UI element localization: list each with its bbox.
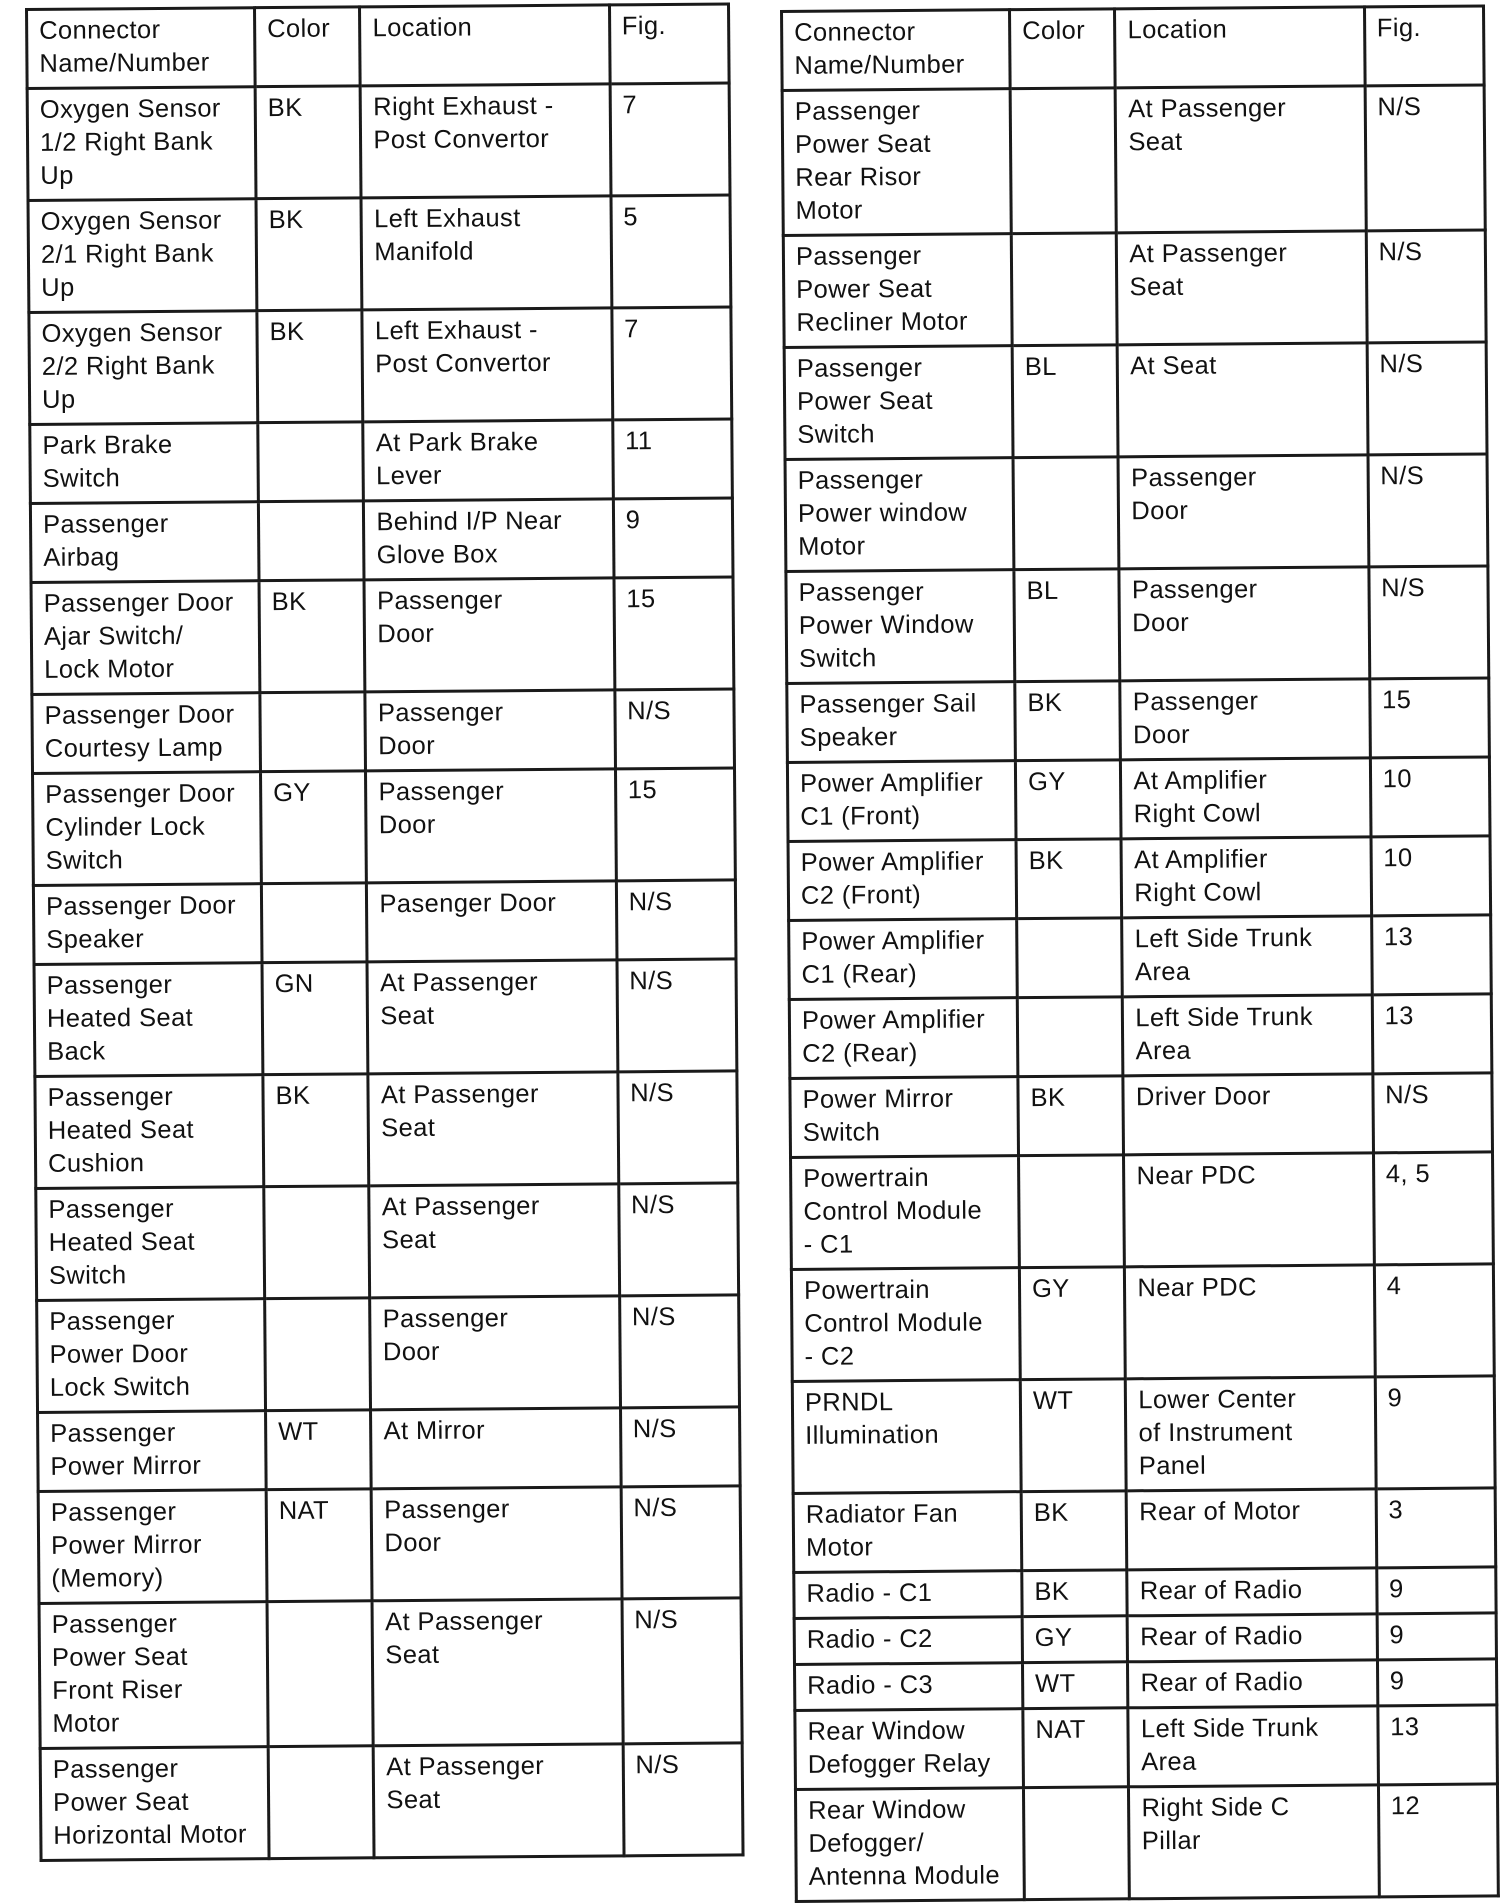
cell-location: Rear of Motor [1127,1489,1377,1570]
table-row [794,1613,1496,1665]
cell-location: At Passenger Seat [1116,86,1366,233]
cell-name: Park Brake Switch [30,423,259,504]
header-location: Location [360,5,610,86]
table-row [794,1567,1496,1619]
cell-fig: 10 [1371,836,1491,916]
cell-fig: N/S [619,1295,739,1408]
cell-color [1017,997,1123,1077]
cell-color [268,1746,374,1859]
table-row [33,768,736,886]
cell-color: BK [257,310,363,423]
cell-name: Passenger Airbag [30,502,259,583]
cell-location: Passenger Door [1119,567,1369,681]
table-row [790,1073,1493,1158]
cell-fig: 15 [614,577,734,690]
cell-name: Power Amplifier C2 (Front) [788,840,1017,921]
cell-color [265,1298,371,1411]
cell-location: Right Exhaust - Post Convertor [361,84,611,198]
header-color: Color [1009,9,1115,89]
table-row [29,307,732,425]
cell-name: Passenger Power Seat Switch [784,346,1013,460]
table-row [40,1743,743,1861]
cell-location: At Passenger Seat [368,1072,618,1186]
cell-name: Power Amplifier C2 (Rear) [789,998,1018,1079]
cell-name: Oxygen Sensor 2/1 Right Bank Up [28,199,257,313]
connector-table-left [25,2,745,1861]
table-row [27,83,730,201]
cell-location: Near PDC [1124,1153,1374,1267]
table-row [784,342,1487,460]
cell-location: At Passenger Seat [1117,231,1367,345]
table-row [788,836,1491,921]
cell-name: Rear Window Defogger/ Antenna Module [795,1788,1024,1902]
cell-fig: 10 [1370,757,1490,837]
cell-fig: N/S [616,880,736,960]
cell-color: BK [263,1074,369,1187]
table-row [37,1295,740,1413]
cell-color [267,1601,374,1747]
cell-name: Passenger Door Courtesy Lamp [32,693,261,774]
cell-fig: 15 [1369,678,1489,758]
header-fig: Fig. [1364,6,1484,86]
table-row [792,1376,1495,1494]
header-row [782,6,1485,91]
cell-color: BK [259,580,365,693]
cell-color: BL [1012,345,1118,458]
table-row [31,577,734,695]
cell-color: NAT [266,1489,372,1602]
cell-color [1013,457,1119,570]
table-row [30,419,733,504]
cell-name: Passenger Power Seat Rear Risor Motor [782,89,1011,236]
header-location: Location [1115,7,1365,88]
table-row [786,566,1489,684]
cell-location: Passenger Door [372,1487,622,1601]
cell-color: BK [1021,1491,1127,1571]
cell-fig: N/S [617,959,737,1072]
cell-name: Passenger Heated Seat Cushion [35,1075,264,1189]
cell-fig: 9 [1377,1659,1497,1706]
header-color: Color [254,7,360,87]
cell-color: BK [1022,1570,1128,1617]
connector-table-right [780,4,1500,1902]
cell-name: Radiator Fan Motor [793,1492,1022,1573]
cell-location: At Mirror [371,1408,621,1489]
table-row [38,1407,741,1492]
cell-color: BK [1018,1076,1124,1156]
cell-color [258,501,364,581]
cell-name: Passenger Door Speaker [33,884,262,965]
cell-name: Radio - C2 [794,1617,1022,1665]
table-row [34,959,737,1077]
cell-color: BK [256,198,362,311]
table-row [782,85,1485,236]
cell-color: BK [1015,681,1121,761]
cell-color: GN [262,962,368,1075]
table-row [791,1152,1494,1270]
cell-fig: 5 [611,195,731,308]
cell-fig: N/S [622,1598,742,1744]
cell-fig: 7 [612,307,732,420]
cell-color: GY [1015,760,1121,840]
cell-fig: 12 [1378,1784,1498,1897]
cell-name: Passenger Power Mirror [38,1411,267,1492]
cell-location: Passenger Door [370,1296,620,1410]
cell-fig: N/S [1365,85,1485,231]
cell-name: Passenger Power Door Lock Switch [37,1299,266,1413]
cell-location: Passenger Door [1118,455,1368,569]
cell-location: Left Side Trunk Area [1123,995,1373,1076]
cell-fig: 11 [612,419,732,499]
cell-location: At Passenger Seat [374,1744,624,1858]
cell-fig: N/S [620,1407,740,1487]
cell-location: Passenger Door [366,769,616,883]
cell-fig: N/S [1369,566,1489,679]
cell-color: BK [255,86,361,199]
table-row [793,1488,1496,1573]
cell-name: Passenger Power Window Switch [786,570,1015,684]
cell-name: Passenger Power Seat Horizontal Motor [40,1747,269,1861]
cell-location: At Seat [1118,343,1368,457]
cell-fig: N/S [615,689,735,769]
cell-fig: 3 [1376,1488,1496,1568]
cell-name: Oxygen Sensor 1/2 Right Bank Up [27,87,256,201]
cell-fig: N/S [1373,1073,1493,1153]
cell-location: Near PDC [1125,1265,1375,1379]
table-row [33,880,736,965]
cell-fig: 9 [1377,1613,1497,1660]
cell-color: GY [1022,1616,1128,1663]
cell-location: Left Side Trunk Area [1128,1706,1378,1787]
cell-name: Power Mirror Switch [790,1077,1019,1158]
cell-location: Left Exhaust Manifold [361,196,611,310]
cell-fig: 7 [610,83,730,196]
table-row [795,1705,1498,1790]
cell-fig: N/S [623,1743,743,1856]
cell-location: Driver Door [1123,1074,1373,1155]
cell-color [260,692,366,772]
cell-fig: N/S [1366,230,1486,343]
cell-name: Passenger Sail Speaker [787,682,1016,763]
table-row [39,1598,742,1749]
cell-color [261,883,367,963]
cell-location: Rear of Radio [1128,1660,1378,1708]
cell-fig: 15 [615,768,735,881]
cell-location: At Amplifier Right Cowl [1121,758,1371,839]
cell-name: Radio - C1 [794,1571,1022,1619]
cell-color: NAT [1023,1708,1129,1788]
cell-fig: 9 [613,498,733,578]
cell-color: BK [1016,839,1122,919]
table-row [789,915,1492,1000]
cell-fig: N/S [1367,342,1487,455]
table-row [38,1486,741,1604]
cell-name: Passenger Heated Seat Switch [36,1187,265,1301]
cell-color [1018,1155,1124,1268]
cell-color [1011,233,1117,346]
cell-name: Passenger Door Cylinder Lock Switch [33,772,262,886]
cell-name: Passenger Power Mirror (Memory) [38,1490,267,1604]
header-row [27,4,730,89]
cell-fig: N/S [618,1071,738,1184]
cell-location: Right Side C Pillar [1129,1785,1379,1899]
cell-location: Passenger Door [364,578,614,692]
cell-name: Passenger Heated Seat Back [34,963,263,1077]
table-row [28,195,731,313]
cell-name: Power Amplifier C1 (Front) [787,761,1016,842]
cell-color [1017,918,1123,998]
cell-color: WT [265,1410,371,1490]
table-row [785,454,1488,572]
cell-color [1023,1787,1129,1900]
table-row [789,994,1492,1079]
table-row [791,1264,1494,1382]
cell-fig: 9 [1375,1376,1495,1489]
cell-color: WT [1022,1662,1128,1709]
cell-location: Rear of Radio [1127,1568,1377,1616]
table-row [36,1183,739,1301]
cell-name: Oxygen Sensor 2/2 Right Bank Up [29,311,258,425]
cell-fig: 4, 5 [1373,1152,1493,1265]
cell-fig: 13 [1372,994,1492,1074]
cell-name: Radio - C3 [794,1663,1022,1711]
cell-name: Passenger Door Ajar Switch/ Lock Motor [31,581,260,695]
table-row [795,1784,1498,1902]
cell-fig: N/S [621,1486,741,1599]
cell-location: Lower Center of Instrument Panel [1126,1377,1376,1491]
table-row [32,689,735,774]
cell-color: WT [1020,1379,1126,1492]
cell-fig: N/S [1368,454,1488,567]
cell-color [258,422,364,502]
cell-location: Passenger Door [365,690,615,771]
cell-name: Rear Window Defogger Relay [795,1709,1024,1790]
cell-location: Pasenger Door [367,881,617,962]
cell-name: Powertrain Control Module - C2 [791,1268,1020,1382]
table-row [794,1659,1496,1711]
cell-location: Rear of Radio [1128,1614,1378,1662]
header-name: Connector Name/Number [27,8,256,89]
cell-fig: 13 [1371,915,1491,995]
cell-color: BL [1014,569,1120,682]
cell-name: Power Amplifier C1 (Rear) [789,919,1018,1000]
cell-name: Powertrain Control Module - C1 [791,1156,1020,1270]
header-name: Connector Name/Number [782,10,1011,91]
cell-location: At Park Brake Lever [363,420,613,501]
header-fig: Fig. [609,4,729,84]
cell-name: Passenger Power Seat Recliner Motor [783,234,1012,348]
table-row [30,498,733,583]
cell-location: At Passenger Seat [367,960,617,1074]
cell-location: Left Side Trunk Area [1122,916,1372,997]
cell-color [1010,88,1117,234]
cell-color [264,1186,370,1299]
cell-location: Left Exhaust - Post Convertor [362,308,612,422]
cell-location: Behind I/P Near Glove Box [364,499,614,580]
cell-name: Passenger Power Seat Front Riser Motor [39,1602,268,1749]
cell-location: At Amplifier Right Cowl [1121,837,1371,918]
cell-fig: N/S [618,1183,738,1296]
cell-fig: 9 [1376,1567,1496,1614]
cell-location: Passenger Door [1120,679,1370,760]
cell-location: At Passenger Seat [369,1184,619,1298]
table-row [787,757,1490,842]
table-row [35,1071,738,1189]
table-row [783,230,1486,348]
table-row [787,678,1490,763]
cell-location: At Passenger Seat [372,1599,622,1746]
cell-color: GY [1019,1267,1125,1380]
cell-name: Passenger Power window Motor [785,458,1014,572]
cell-fig: 4 [1374,1264,1494,1377]
cell-name: PRNDL Illumination [792,1380,1021,1494]
cell-color: GY [260,771,366,884]
cell-fig: 13 [1378,1705,1498,1785]
